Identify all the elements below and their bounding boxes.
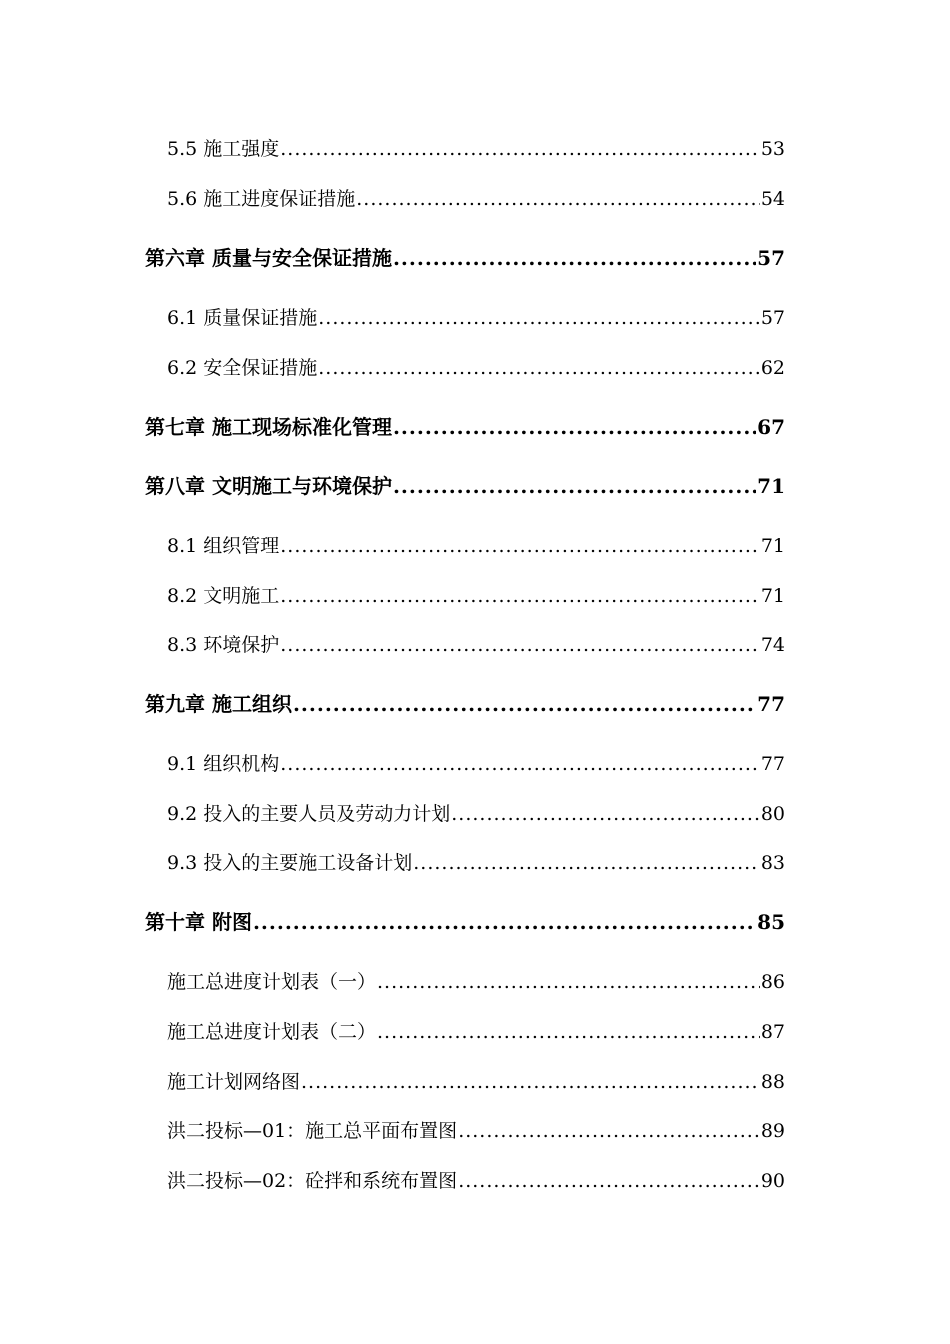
toc-entry[interactable] <box>167 303 785 333</box>
toc-dot-leader <box>413 848 760 878</box>
toc-entry-label: 9.2 投入的主要人员及劳动力计划 <box>167 803 451 825</box>
toc-entry-page: 62 <box>760 357 785 379</box>
toc-entry-page: 90 <box>760 1170 785 1192</box>
toc-entry-page: 71 <box>757 474 785 498</box>
toc-entry-label: 洪二投标—02：砼拌和系统布置图 <box>167 1170 458 1192</box>
toc-entry[interactable] <box>167 799 785 829</box>
toc-entry[interactable] <box>167 134 785 164</box>
toc-dot-leader <box>293 689 756 719</box>
toc-entry-label: 第七章 施工现场标准化管理 <box>145 415 392 439</box>
toc-dot-leader <box>280 749 760 779</box>
toc-dot-leader <box>280 134 760 164</box>
toc-entry[interactable] <box>167 353 785 383</box>
toc-entry-page: 57 <box>757 246 785 270</box>
toc-entry-page: 71 <box>760 535 785 557</box>
toc-entry-page: 88 <box>760 1071 785 1093</box>
toc-entry-page: 85 <box>757 910 785 934</box>
toc-entry[interactable] <box>167 184 785 214</box>
toc-entry-label: 8.1 组织管理 <box>167 535 280 557</box>
toc-entry[interactable] <box>167 1017 785 1047</box>
toc-chapter-entry[interactable] <box>145 689 785 719</box>
toc-dot-leader <box>280 581 760 611</box>
toc-entry-page: 83 <box>760 852 785 874</box>
toc-dot-leader <box>280 531 760 561</box>
toc-chapter-entry[interactable] <box>145 412 785 442</box>
toc-entry-label: 洪二投标—01：施工总平面布置图 <box>167 1120 458 1142</box>
toc-entry-page: 53 <box>760 138 785 160</box>
toc-entry-label: 第九章 施工组织 <box>145 692 292 716</box>
toc-entry-label: 施工总进度计划表（二） <box>167 1021 377 1043</box>
toc-dot-leader <box>377 1017 760 1047</box>
toc-entry-page: 86 <box>760 971 785 993</box>
toc-entry-label: 9.1 组织机构 <box>167 753 280 775</box>
toc-entry-page: 80 <box>760 803 785 825</box>
toc-entry[interactable] <box>167 630 785 660</box>
toc-entry-label: 9.3 投入的主要施工设备计划 <box>167 852 413 874</box>
toc-entry[interactable] <box>167 531 785 561</box>
toc-dot-leader <box>393 471 756 501</box>
toc-entry-page: 87 <box>760 1021 785 1043</box>
toc-entry-label: 8.3 环境保护 <box>167 634 280 656</box>
toc-entry-page: 74 <box>760 634 785 656</box>
toc-entry-page: 77 <box>760 753 785 775</box>
toc-entry[interactable] <box>167 581 785 611</box>
toc-entry-label: 5.5 施工强度 <box>167 138 280 160</box>
toc-dot-leader <box>318 353 760 383</box>
toc-chapter-entry[interactable] <box>145 471 785 501</box>
toc-entry-page: 77 <box>757 692 785 716</box>
toc-entry[interactable] <box>167 1116 785 1146</box>
toc-entry-label: 第十章 附图 <box>145 910 252 934</box>
toc-dot-leader <box>356 184 760 214</box>
toc-dot-leader <box>318 303 760 333</box>
toc-dot-leader <box>393 412 756 442</box>
toc-dot-leader <box>253 907 756 937</box>
toc-entry[interactable] <box>167 967 785 997</box>
toc-entry[interactable] <box>167 1166 785 1196</box>
toc-entry-page: 57 <box>760 307 785 329</box>
toc-entry-label: 施工总进度计划表（一） <box>167 971 377 993</box>
toc-dot-leader <box>301 1067 760 1097</box>
toc-entry-page: 67 <box>757 415 785 439</box>
toc-entry-label: 第六章 质量与安全保证措施 <box>145 246 392 270</box>
toc-dot-leader <box>458 1116 760 1146</box>
toc-dot-leader <box>458 1166 760 1196</box>
toc-entry-label: 6.1 质量保证措施 <box>167 307 318 329</box>
toc-chapter-entry[interactable] <box>145 243 785 273</box>
toc-entry[interactable] <box>167 1067 785 1097</box>
toc-dot-leader <box>280 630 760 660</box>
toc-entry[interactable] <box>167 848 785 878</box>
toc-dot-leader <box>377 967 760 997</box>
toc-entry-page: 54 <box>760 188 785 210</box>
toc-entry-page: 71 <box>760 585 785 607</box>
toc-entry-page: 89 <box>760 1120 785 1142</box>
toc-dot-leader <box>451 799 760 829</box>
toc-entry[interactable] <box>167 749 785 779</box>
toc-entry-label: 8.2 文明施工 <box>167 585 280 607</box>
toc-entry-label: 5.6 施工进度保证措施 <box>167 188 356 210</box>
toc-dot-leader <box>393 243 756 273</box>
toc-entry-label: 6.2 安全保证措施 <box>167 357 318 379</box>
toc-chapter-entry[interactable] <box>145 907 785 937</box>
toc-entry-label: 第八章 文明施工与环境保护 <box>145 474 392 498</box>
toc-entry-label: 施工计划网络图 <box>167 1071 301 1093</box>
